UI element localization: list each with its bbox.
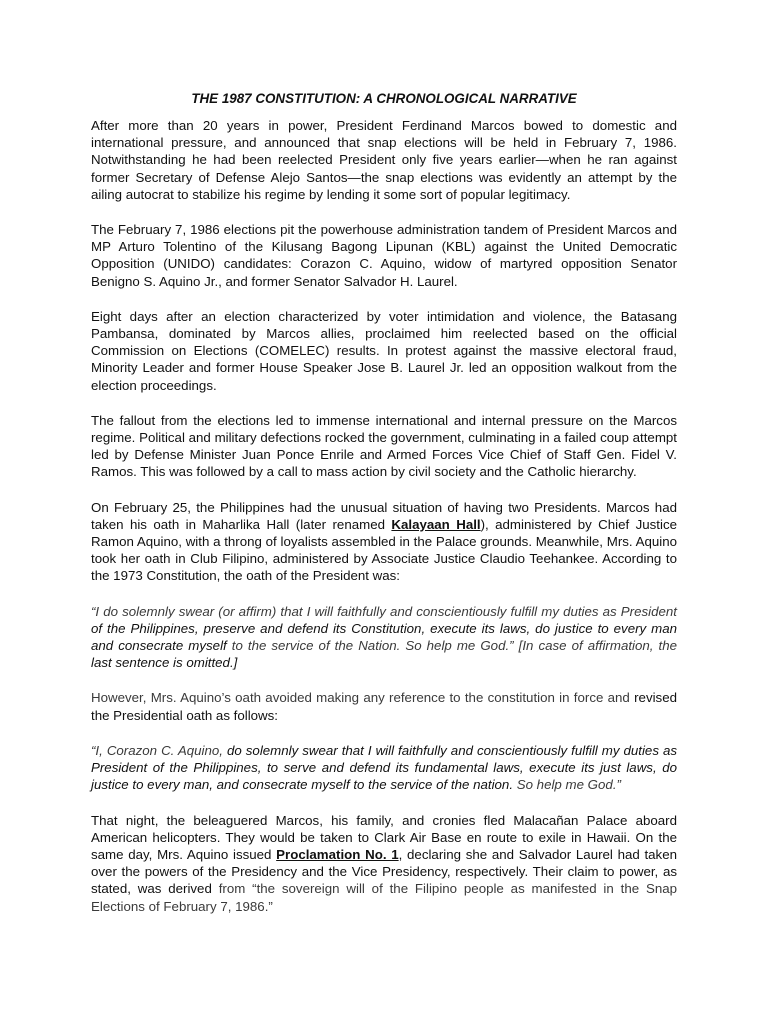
text-segment: However, Mrs. Aquino’s oath avoided making any reference to the constitution in force and [91,690,635,706]
paragraph-candidates: The February 7, 1986 elections pit the powerhouse administration tandem of President Marcos and MP Arturo Tolentino of the Kilusang Bagong Lipunan (KBL) against the United Democratic Opposition (UNIDO) candidates: Corazon C. Aquino, widow of martyred opposition Senator Benigno S. Aquino Jr., and former Senator Salvador H. Laurel. [91,222,677,289]
paragraph-two-presidents [91,499,677,585]
text-segment: from “the sovereign will of the Filipino people as manifested in the Snap Elections of February 7, 1986.” [91,881,678,914]
quote-aquino-oath [91,742,677,794]
text-segment: On February 25, the Philippines had the unusual situation of having two Presidents. Marcos had taken his oath in Maharlika Hall (later renamed [91,499,677,532]
text-segment: do solemnly swear that I will faithfully and conscientiously fulfill my duties as President of the Philippines, to serve and defend its fundamental laws, execute its just laws, do justice to every man, and consecrate myself to the service of the nation. [91,742,678,793]
text-segment: That night, the beleaguered Marcos, his family, and cronies fled Malacañan Palace aboard American helicopters. They would be taken to Clark Air Base en route to exile in Hawaii. On the same day, Mrs. Aquino issued [91,812,677,862]
proclamation-no-1-link[interactable]: Proclamation No. 1 [276,846,399,862]
text-segment: , declaring she and Salvador Laurel had taken over the powers of the Presidency and the Vice Presidency, respectively. Their claim to power, as stated, was derived [91,846,677,897]
paragraph-fallout: The fallout from the elections led to immense international and internal pressure on the Marcos regime. Political and military defections rocked the government, culminating in a failed coup attempt led by Defense Minister Juan Ponce Enrile and Armed Forces Vice Chief of Staff Gen. Fidel V. Ramos. This was followed by a call to mass action by civil society and the Catholic hierarchy. [91,412,677,480]
text-segment: of the Philippines, preserve and defend its Constitution, execute its laws, do justice to every man and consecrate myself [91,620,677,654]
paragraph-snap-elections: After more than 20 years in power, President Ferdinand Marcos bowed to domestic and international pressure, and announced that snap elections will be held in February 7, 1986. Notwithstanding he had been reelected President only five years earlier—when he ran against former Secretary of Defense Alejo Santos—the snap elections was evidently an attempt by the ailing autocrat to stabilize his regime by lending it some sort of popular legitimacy. [91,118,677,202]
quote-1973-oath [91,603,677,672]
text-segment: revised the Presidential oath as follows: [91,690,677,723]
paragraph-aquino-oath-intro [91,689,677,723]
paragraph-proclamation [91,812,677,915]
document-title: THE 1987 CONSTITUTION: A CHRONOLOGICAL NARRATIVE [191,91,577,106]
text-segment: ), administered by Chief Justice Ramon Aquino, with a throng of loyalists assembled in the Palace grounds. Meanwhile, Mrs. Aquino took her oath in Club Filipino, administered by Associate Justice Claudio Teehankee. According to the 1973 Constitution, the oath of the President was: [91,516,677,584]
text-segment: last sentence is omitted.] [91,655,238,671]
kalayaan-hall-link[interactable]: Kalayaan Hall [391,516,481,532]
text-segment: So help me God.” [513,777,621,793]
paragraph-batasang-pambansa: Eight days after an election characterized by voter intimidation and violence, the Batasang Pambansa, dominated by Marcos allies, proclaimed him reelected based on the official Commission on Elections (COMELEC) results. In protest against the massive electoral fraud, Minority Leader and former House Speaker Jose B. Laurel Jr. led an opposition walkout from the election proceedings. [91,308,677,393]
text-segment: “I, Corazon C. Aquino, [91,742,223,758]
text-segment: to the service of the Nation. So help me God.” [In case of affirmation, the [226,638,677,654]
text-segment: “I do solemnly swear (or affirm) that I will faithfully and conscientiously fulfill my duties as President [91,603,677,619]
